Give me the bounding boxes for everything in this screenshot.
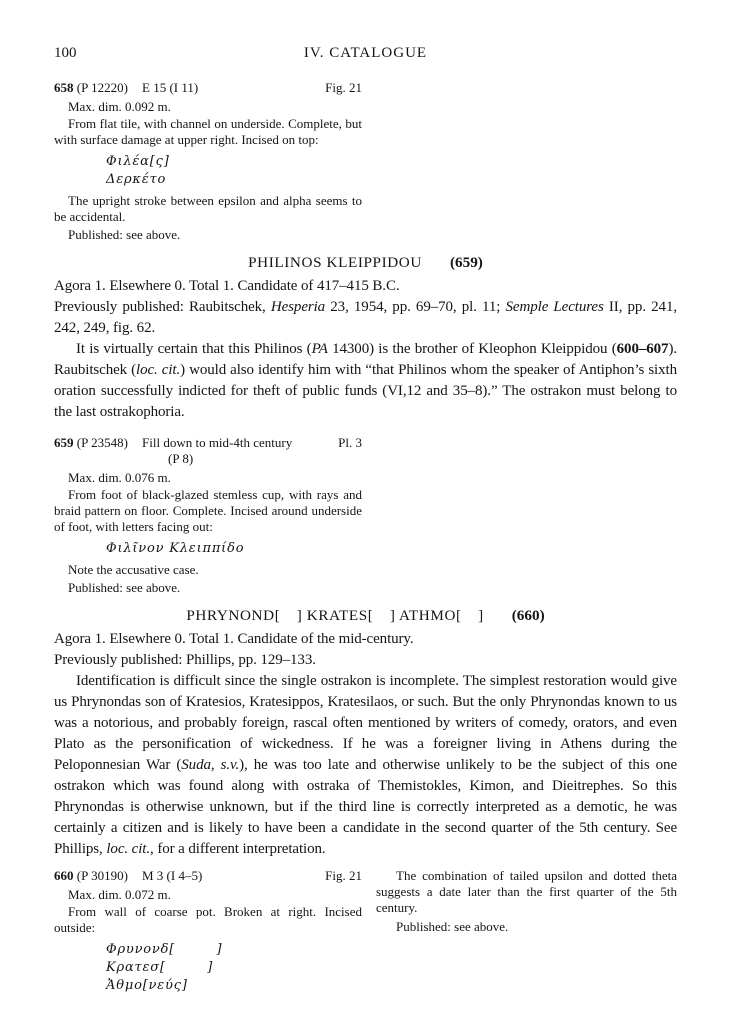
figure-reference: Fig. 21 bbox=[325, 868, 362, 883]
summary-line: Agora 1. Elsewhere 0. Total 1. Candidate of 417–415 B.C. bbox=[54, 278, 400, 294]
greek-line: Ἀθμο[νεύς] bbox=[106, 978, 188, 993]
entry-note: The upright stroke between epsilon and alpha seems to be accidental. bbox=[54, 193, 362, 224]
candidate-name: PHILINOS KLEIPPIDOU bbox=[248, 254, 422, 271]
greek-inscription bbox=[106, 540, 362, 558]
published-note: Published: see above. bbox=[396, 919, 509, 934]
entry-note: Note the accusative case. bbox=[68, 562, 199, 577]
description-paragraph: From foot of black-glazed stemless cup, with rays and braid pattern on floor. Complete. Incised around underside of foot, with letters facing out: bbox=[54, 487, 362, 534]
discussion-paragraph: It is virtually certain that this Philinos (PA 14300) is the brother of Kleophon Kleippidou (600–607). Raubitschek (loc. cit.) would also identify him with “that Philinos whom the speaker of Antiphon’s sixth oration successfully indicted for theft of public funds (VI,12 and 35–8).” The ostrakon must belong to the last ostrakophoria. bbox=[54, 341, 677, 420]
entry-number: 660 bbox=[54, 868, 74, 883]
figure-reference: Fig. 21 bbox=[325, 80, 362, 95]
previously-published: Previously published: Phillips, pp. 129–133. bbox=[54, 652, 316, 668]
published-note: Published: see above. bbox=[68, 227, 181, 242]
entry-number: 659 bbox=[54, 435, 74, 450]
plate-reference: Pl. 3 bbox=[338, 435, 362, 450]
dimension-line: Max. dim. 0.076 m. bbox=[68, 470, 171, 485]
entry-heading-row bbox=[54, 435, 362, 451]
description-paragraph: From flat tile, with channel on underside. Complete, but with surface damage at upper right. Incised on top: bbox=[54, 116, 362, 147]
description-paragraph: From wall of coarse pot. Broken at right. Incised outside: bbox=[54, 904, 362, 935]
page-header bbox=[54, 44, 677, 62]
running-title: IV. CATALOGUE bbox=[303, 45, 428, 61]
entry-heading-row bbox=[54, 80, 362, 96]
entry-id-inventory bbox=[54, 435, 142, 451]
dimension-line: Max. dim. 0.092 m. bbox=[68, 99, 171, 114]
discussion-paragraph: Identification is difficult since the single ostrakon is incomplete. The simplest restoration would give us Phrynondas son of Kratesios, Kratesippos, Kratesilaos, or such. But the only Phrynondas known to us was a notorious, and probably foreign, rascal often mentioned by writers of comedy, orators, and even Plato as the personification of wickedness. If he was a foreigner living in Athens during the Peloponnesian War (Suda, s.v.), he was too late and otherwise unlikely to be the subject of this one ostrakon which was found along with ostraka of Themistokles, Kimon, and Dieitrephes. So this Phrynondas is otherwise unknown, but if the third line is correctly interpreted as a demotic, he was certainly a citizen and is likely to have been a candidate in the second quarter of the 5th century. See Phillips, loc. cit., for a different interpretation. bbox=[54, 673, 678, 857]
inventory-number: (P 30190) bbox=[76, 868, 128, 883]
inventory-number: (P 12220) bbox=[76, 80, 128, 95]
entry-id-inventory bbox=[54, 80, 142, 96]
published-note: Published: see above. bbox=[68, 580, 181, 595]
catalogue-entry-659 bbox=[54, 435, 362, 596]
entry-number: 658 bbox=[54, 80, 74, 95]
findspot-context: Fill down to mid-4th century bbox=[142, 435, 293, 450]
summary-line: Agora 1. Elsewhere 0. Total 1. Candidate of the mid-century. bbox=[54, 631, 414, 647]
section-number: (659) bbox=[449, 254, 483, 271]
entry-id-inventory bbox=[54, 868, 142, 884]
greek-line: Δερκέτο bbox=[106, 172, 167, 187]
entry-660-right-column bbox=[376, 868, 677, 999]
dimension-line: Max. dim. 0.072 m. bbox=[68, 887, 171, 902]
findspot-context-line2: (P 8) bbox=[168, 451, 194, 466]
findspot-grid: E 15 (I 11) bbox=[142, 80, 199, 95]
section-heading-phrynondas bbox=[54, 606, 677, 626]
greek-line: Κρατεσ[ ] bbox=[106, 960, 214, 975]
greek-line: Φιλέα[ς] bbox=[106, 154, 170, 169]
candidate-name: PHRYNOND[ ] KRATES[ ] ATHMO[ ] bbox=[186, 607, 484, 624]
catalogue-entry-658 bbox=[54, 80, 362, 243]
findspot-grid: M 3 (I 4–5) bbox=[142, 868, 203, 883]
section-heading-philinos bbox=[54, 253, 677, 273]
entry-660-left-column bbox=[54, 868, 362, 999]
section-number: (660) bbox=[511, 607, 545, 624]
greek-inscription bbox=[106, 941, 362, 995]
greek-line: Φρυνονδ[ ] bbox=[106, 942, 223, 957]
page-number: 100 bbox=[54, 45, 77, 61]
previously-published: Previously published: Raubitschek, Hesperia 23, 1954, pp. 69–70, pl. 11; Semple Lectures II, pp. 241, 242, 249, fig. 62. bbox=[54, 299, 677, 336]
catalogue-entry-660 bbox=[54, 868, 677, 999]
greek-line: Φιλῖνον Κλειππίδο bbox=[106, 541, 245, 556]
inventory-number: (P 23548) bbox=[76, 435, 128, 450]
entry-heading-row bbox=[54, 868, 362, 884]
entry-note: The combination of tailed upsilon and dotted theta suggests a date later than the first quarter of the 5th century. bbox=[376, 868, 677, 915]
greek-inscription bbox=[106, 153, 362, 189]
